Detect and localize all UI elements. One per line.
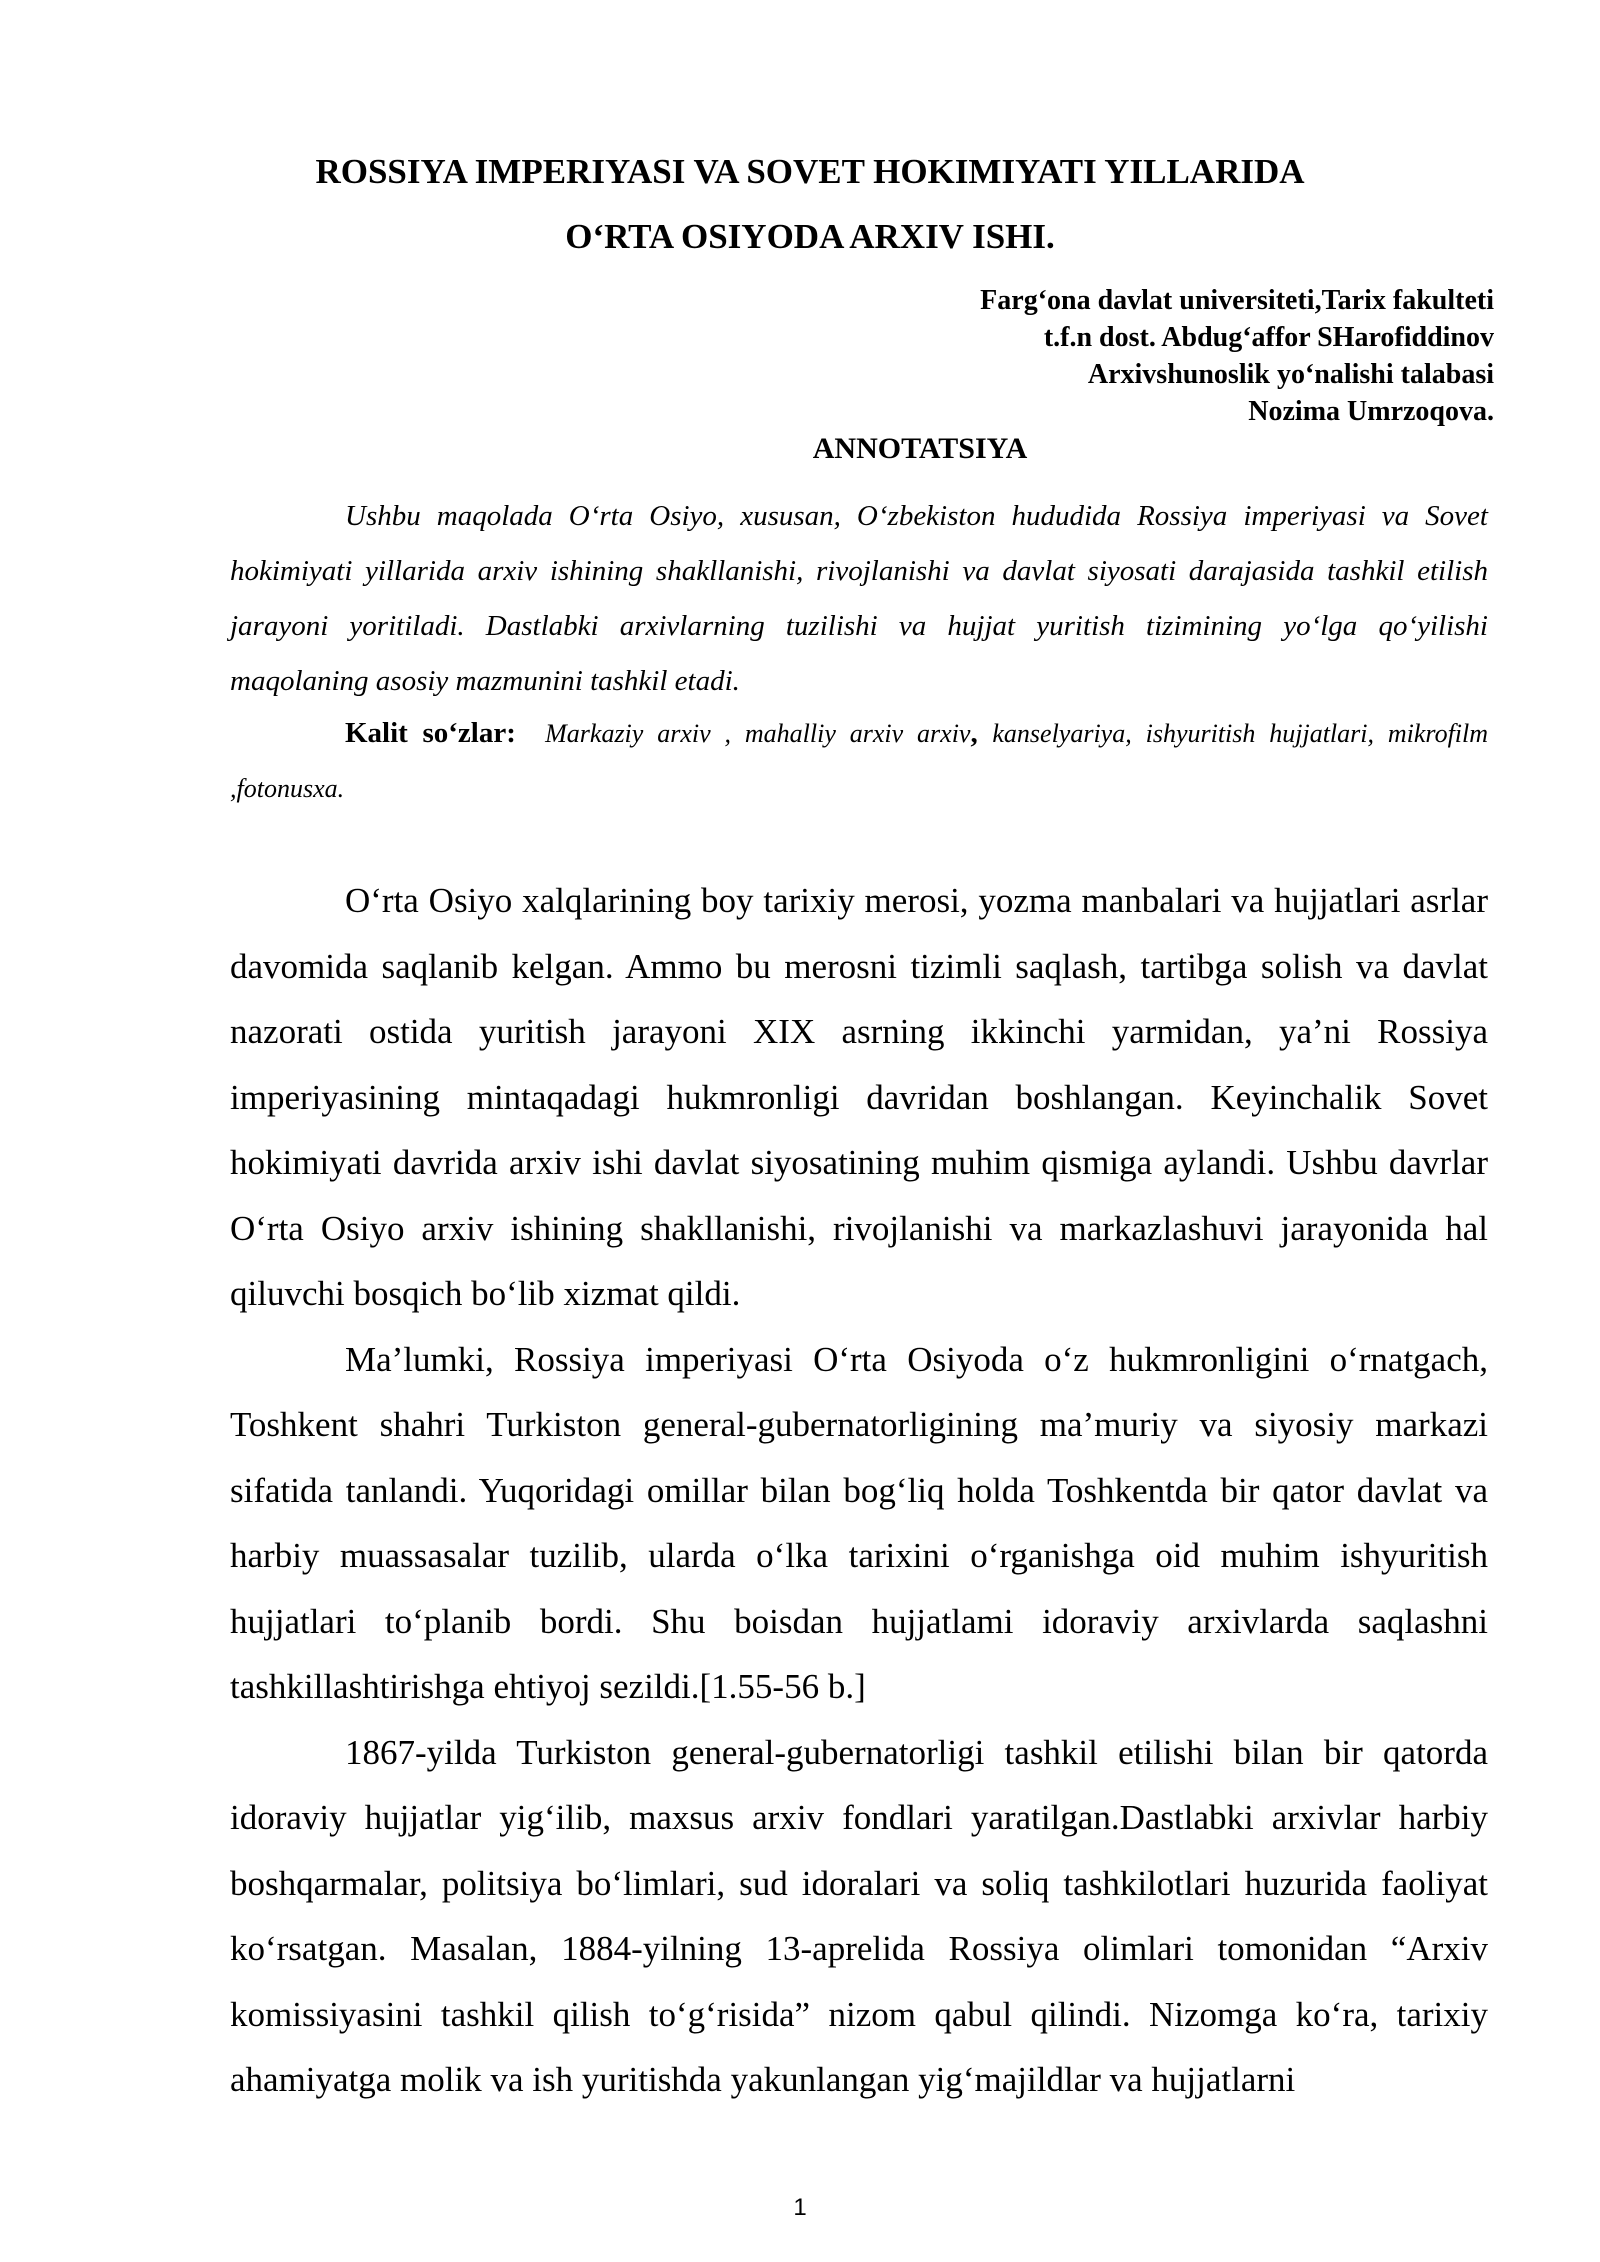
annotation-heading: ANNOTATSIYA bbox=[812, 432, 1028, 465]
article-title-line-1: ROSSIYA IMPERIYASI VA SOVET HOKIMIYATI YILLARIDA bbox=[315, 152, 1305, 191]
body-paragraph-1: O‘rta Osiyo xalqlarining boy tarixiy merosi, yozma manbalari va hujjatlari asrlar davomida saqlanib kelgan. Ammo bu merosni tizimli saqlash, tartibga solish va davlat nazorati ostida yuritish jarayoni XIX asrning ikkinchi yarmidan, ya’ni Rossiya imperiyasining mintaqadagi hukmronligi davridan boshlangan. Keyinchalik Sovet hokimiyati davrida arxiv ishi davlat siyosatining muhim qismiga aylandi. Ushbu davrlar O‘rta Osiyo arxiv ishining shakllanishi, rivojlanishi va markazlashuvi jarayonida hal qiluvchi bosqich bo‘lib xizmat qildi. bbox=[230, 881, 1488, 1313]
keywords-label: Kalit so‘zlar: bbox=[345, 717, 516, 749]
body-paragraph-3: 1867-yilda Turkiston general-gubernatorligi tashkil etilishi bilan bir qatorda idoraviy hujjatlar yig‘ilib, maxsus arxiv fondlari yaratilgan.Dastlabki arxivlar harbiy boshqarmalar, politsiya bo‘limlari, sud idoralari va soliq tashkilotlari huzurida faoliyat ko‘rsatgan. Masalan, 1884-yilning 13-aprelida Rossiya olimlari tomonidan “Arxiv komissiyasini tashkil qilish to‘g‘risida” nizom qabul qilindi. Nizomga ko‘ra, tarixiy ahamiyatga molik va ish yuritishda yakunlangan yig‘majildlar va hujjatlarni bbox=[230, 1732, 1488, 2099]
keywords-text-part-1: Markaziy arxiv , mahalliy arxiv arxiv bbox=[545, 719, 971, 748]
affiliation-university: Farg‘ona davlat universiteti,Tarix fakulteti bbox=[980, 285, 1494, 316]
affiliation-program: Arxivshunoslik yo‘nalishi talabasi bbox=[1087, 359, 1494, 390]
keywords-text-part-2: kanselyariya, ishyuritish hujjatlari, mikrofilm ,fotonusxa. bbox=[230, 719, 1489, 803]
affiliation-author: Nozima Umrzoqova. bbox=[1248, 396, 1494, 427]
body-paragraph-2: Ma’lumki, Rossiya imperiyasi O‘rta Osiyoda o‘z hukmronligini o‘rnatgach, Toshkent shahri Turkiston general-gubernatorligining ma’muriy va siyosiy markazi sifatida tanlandi. Yuqoridagi omillar bilan bog‘liq holda Toshkentda bir qator davlat va harbiy muassasalar tuzilib, ularda o‘lka tarixini o‘rganishga oid muhim ishyuritish hujjatlari to‘planib bordi. Shu boisdan hujjatlami idoraviy arxivlarda saqlashni tashkillashtirishga ehtiyoj sezildi.[1.55-56 b.] bbox=[230, 1339, 1488, 1706]
keywords bbox=[230, 706, 1488, 816]
article-body bbox=[230, 868, 1488, 2113]
annotation-text: Ushbu maqolada O‘rta Osiyo, xususan, O‘zbekiston hududida Rossiya imperiyasi va Sovet hokimiyati yillarida arxiv ishining shakllanishi, rivojlanishi va davlat siyosati darajasida tashkil etilish jarayoni yoritiladi. Dastlabki arxivlarning tuzilishi va hujjat yuritish tizimining yo‘lga qo‘yilishi maqolaning asosiy mazmunini tashkil etadi. bbox=[230, 500, 1488, 697]
article-title-line-2: O‘RTA OSIYODA ARXIV ISHI. bbox=[565, 217, 1055, 256]
author-affiliation bbox=[980, 282, 1494, 430]
page-number: 1 bbox=[793, 2194, 807, 2221]
affiliation-supervisor: t.f.n dost. Abdug‘affor SHarofiddinov bbox=[1043, 322, 1494, 353]
keywords-separator: , bbox=[970, 717, 978, 749]
